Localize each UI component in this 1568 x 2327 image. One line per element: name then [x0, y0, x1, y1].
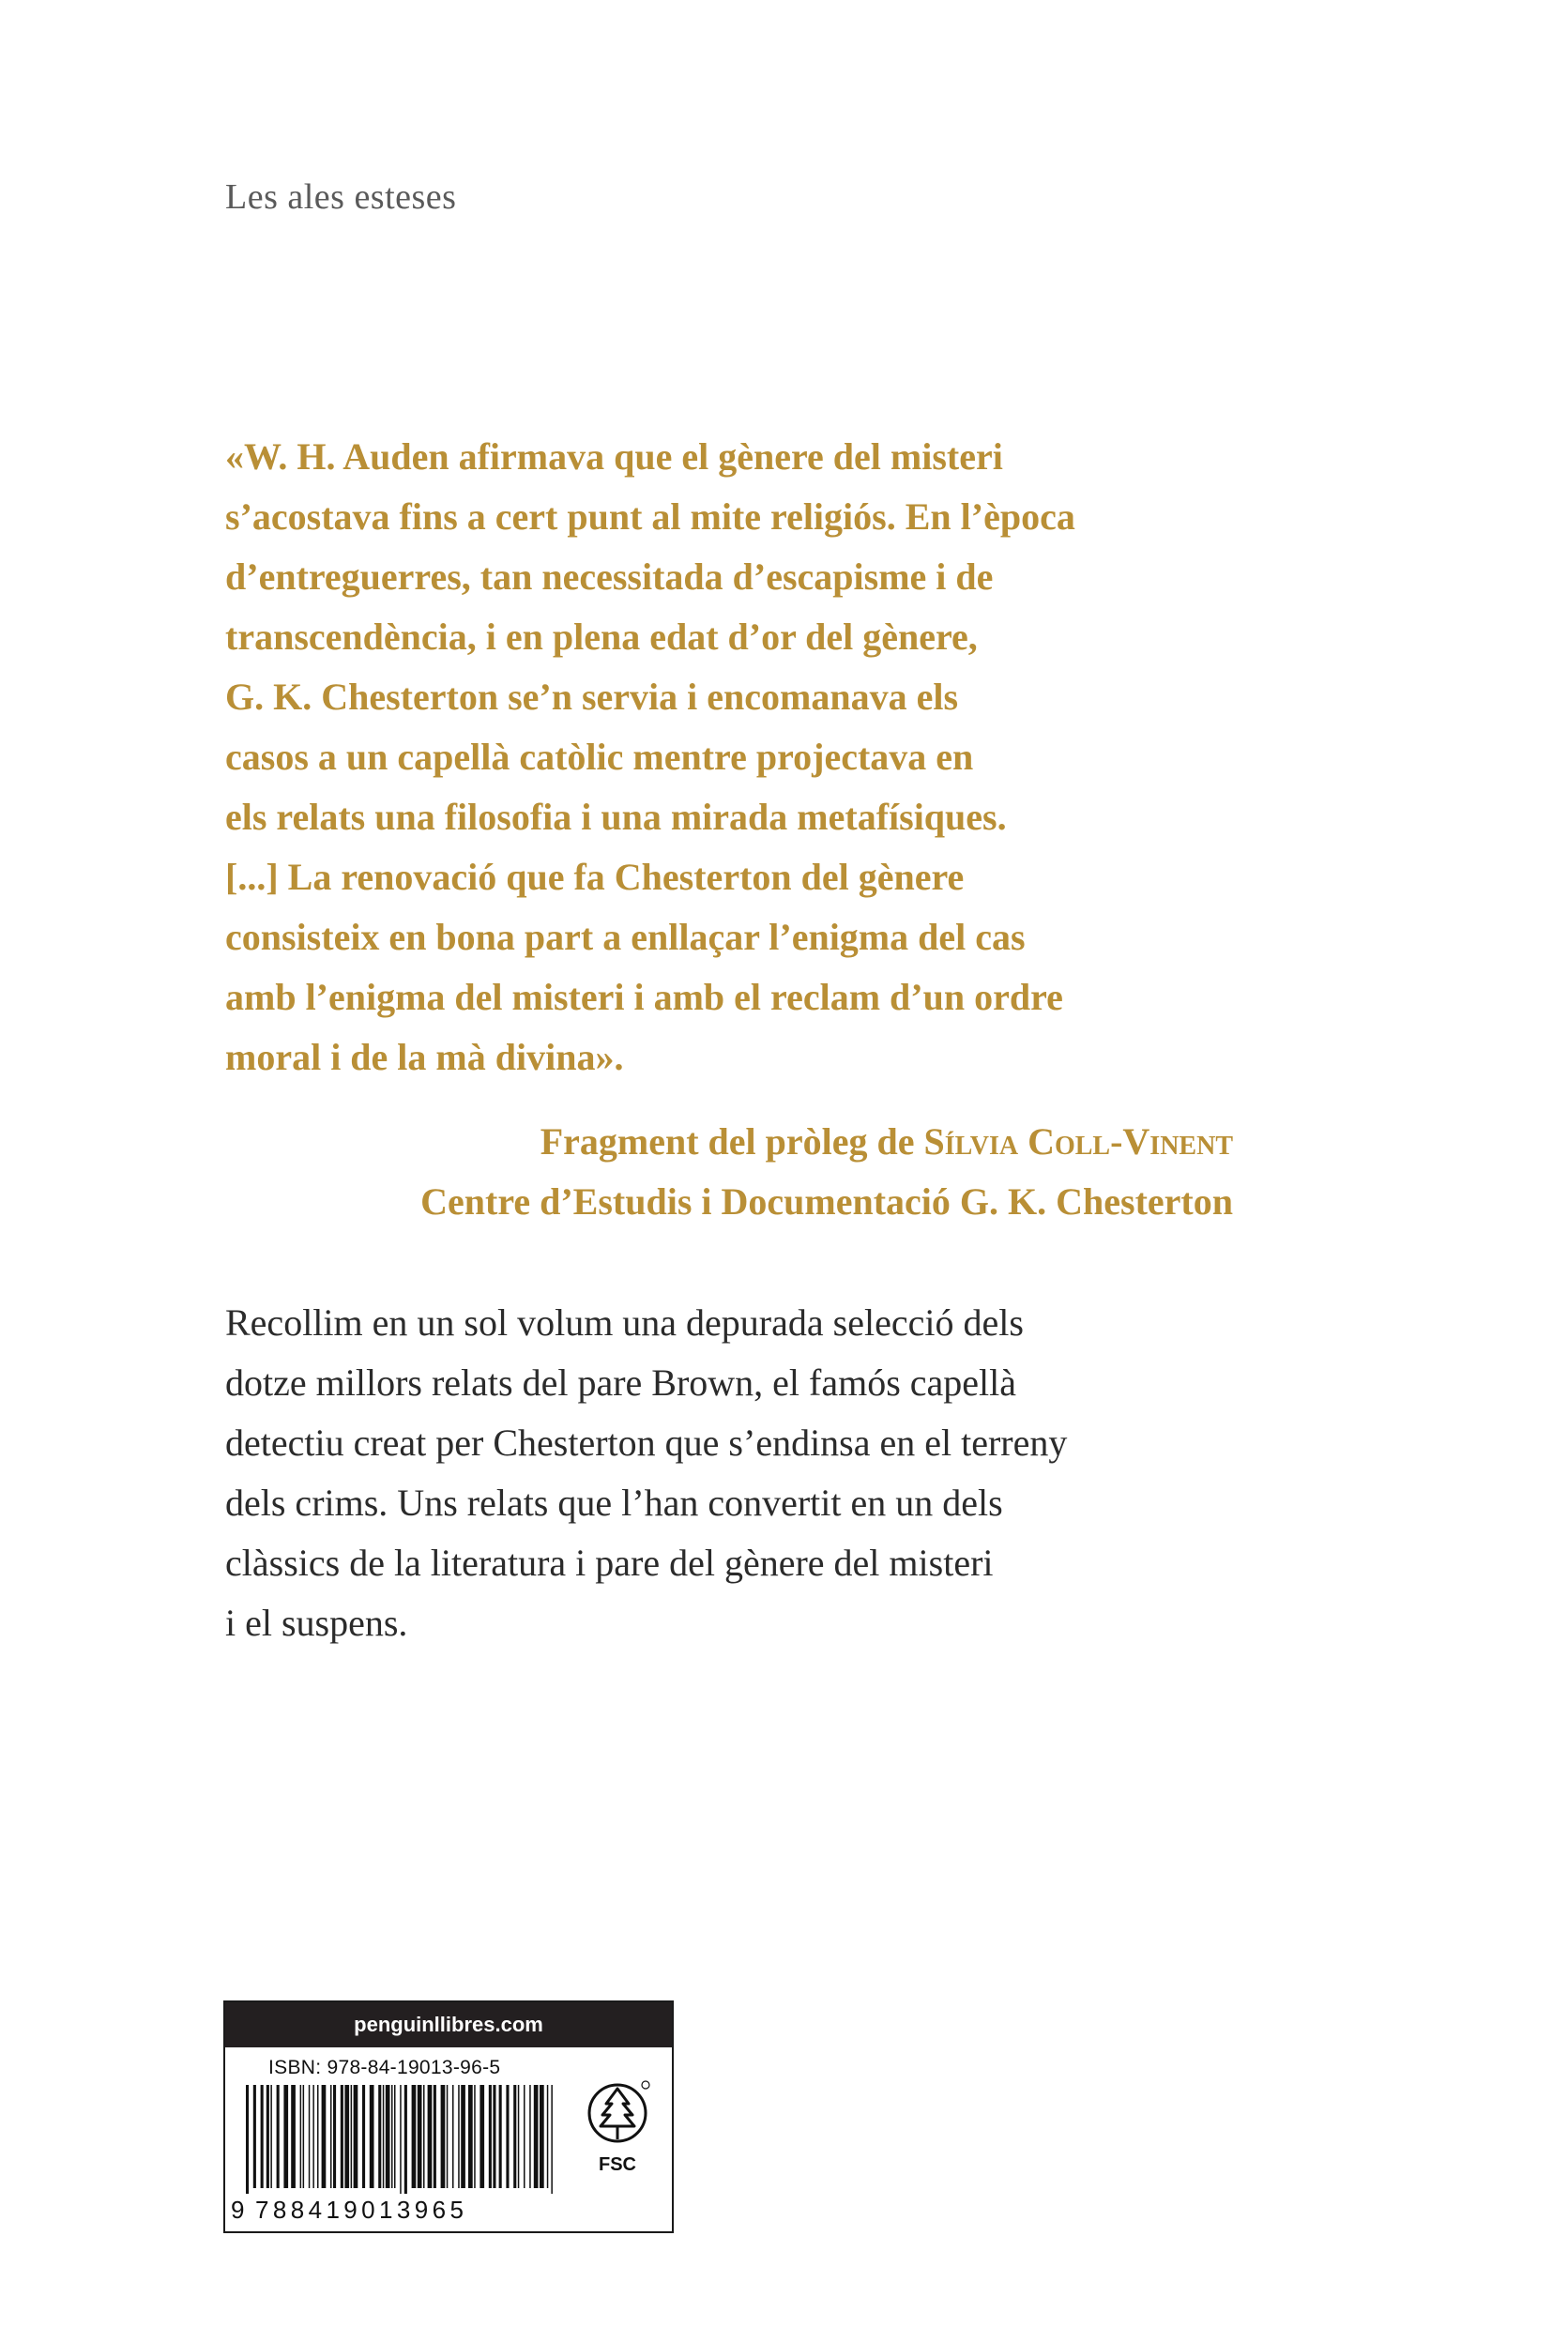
description-line: dels crims. Uns relats que l’han convertit en un dels: [225, 1482, 1003, 1524]
barcode-bar: [499, 2085, 502, 2188]
quote-attribution: [225, 1112, 1233, 1232]
barcode-bar: [354, 2085, 358, 2188]
quote-line: [...] La renovació que fa Chesterton del gènere: [225, 856, 965, 898]
barcode-bar: [344, 2085, 349, 2188]
barcode-bar: [461, 2085, 465, 2188]
barcode-bar: [312, 2085, 314, 2188]
blurb-quote: [225, 427, 1286, 1087]
description-line: i el suspens.: [225, 1602, 408, 1644]
barcode-bar: [394, 2085, 396, 2188]
barcode-bar: [341, 2085, 343, 2188]
barcode-bar: [404, 2085, 407, 2194]
barcode-bar: [412, 2085, 417, 2188]
series-title: Les ales esteses: [225, 177, 457, 217]
publisher-website: penguinllibres.com: [225, 2002, 672, 2047]
isbn-text: ISBN: 978-84-19013-96-5: [268, 2057, 501, 2078]
quote-line: G. K. Chesterton se’n servia i encomanava els: [225, 676, 959, 718]
barcode-bar: [540, 2085, 544, 2188]
barcode-bar: [423, 2085, 425, 2188]
barcode-bar: [317, 2085, 319, 2188]
barcode-bar: [291, 2085, 296, 2188]
barcode-bar: [529, 2085, 531, 2188]
attribution-line-1: [225, 1112, 1233, 1172]
barcode-bar: [428, 2085, 433, 2188]
quote-line: transcendència, i en plena edat d’or del gènere,: [225, 616, 978, 658]
barcode-bar: [303, 2085, 305, 2188]
barcode-bar: [524, 2085, 525, 2188]
quote-line: amb l’enigma del misteri i amb el reclam d’un ordre: [225, 976, 1063, 1018]
quote-line: d’entreguerres, tan necessitada d’escapisme i de: [225, 555, 994, 598]
barcode-bar: [547, 2085, 549, 2188]
attribution-line-2: Centre d’Estudis i Documentació G. K. Chesterton: [420, 1180, 1233, 1223]
barcode-bar: [513, 2085, 516, 2188]
barcode-bar: [474, 2085, 476, 2188]
barcode-bar: [418, 2085, 422, 2188]
barcode-bar: [270, 2085, 272, 2188]
barcode-bar: [309, 2085, 311, 2188]
barcode-bar: [330, 2085, 332, 2188]
barcode-bar: [441, 2085, 446, 2188]
barcode-number: 788419013965: [255, 2196, 468, 2224]
barcode-bar: [253, 2085, 256, 2188]
barcode-bar: [333, 2085, 336, 2188]
quote-line: consisteix en bona part a enllaçar l’enigma del cas: [225, 916, 1026, 958]
barcode-bar: [518, 2085, 520, 2188]
barcode-bar: [277, 2085, 280, 2188]
fsc-label: FSC: [599, 2154, 636, 2175]
barcode-bar: [452, 2085, 454, 2188]
barcode-bar: [246, 2085, 249, 2194]
barcode-bar: [266, 2085, 269, 2188]
quote-line: els relats una filosofia i una mirada metafísiques.: [225, 796, 1007, 838]
barcode-bar: [489, 2085, 492, 2188]
barcode-bar: [506, 2085, 509, 2188]
fsc-tree-logo-icon: [582, 2077, 653, 2162]
description-line: clàssics de la literatura i pare del gènere del misteri: [225, 1542, 994, 1584]
barcode-bar: [400, 2085, 402, 2194]
barcode-bar: [300, 2085, 302, 2188]
description-line: dotze millors relats del pare Brown, el famós capellà: [225, 1361, 1017, 1404]
attribution-author: Sílvia Coll-Vinent: [923, 1120, 1233, 1163]
barcode-bar: [386, 2085, 390, 2188]
barcode-first-digit: 9: [231, 2196, 245, 2224]
quote-line: «W. H. Auden afirmava que el gènere del misteri: [225, 435, 1003, 478]
barcode-bar: [351, 2085, 353, 2188]
barcode-bar: [362, 2085, 365, 2188]
barcode-bar: [434, 2085, 436, 2188]
quote-line: s’acostava fins a cert punt al mite religiós. En l’època: [225, 495, 1075, 538]
barcode-bar: [391, 2085, 393, 2188]
barcode-bar: [458, 2085, 460, 2188]
barcode-block: [223, 2000, 674, 2233]
barcode-bar: [551, 2085, 553, 2194]
barcode-bar: [493, 2085, 495, 2188]
book-description: [225, 1293, 1286, 1653]
barcode-bar: [322, 2085, 327, 2188]
barcode-bars: [244, 2085, 559, 2194]
barcode-bar: [480, 2085, 484, 2188]
description-line: Recollim en un sol volum una depurada selecció dels: [225, 1301, 1024, 1344]
barcode-bar: [383, 2085, 385, 2188]
barcode-bar: [378, 2085, 381, 2188]
barcode-bar: [261, 2085, 264, 2188]
barcode-bar: [534, 2085, 539, 2188]
barcode-bar: [283, 2085, 288, 2188]
barcode-bar: [370, 2085, 374, 2188]
attribution-prefix: Fragment del pròleg de: [540, 1120, 924, 1163]
barcode-bar: [468, 2085, 473, 2188]
quote-line: moral i de la mà divina».: [225, 1036, 624, 1078]
quote-line: casos a un capellà catòlic mentre projectava en: [225, 736, 974, 778]
description-line: detectiu creat per Chesterton que s’endinsa en el terreny: [225, 1422, 1068, 1464]
barcode-bar: [447, 2085, 449, 2188]
